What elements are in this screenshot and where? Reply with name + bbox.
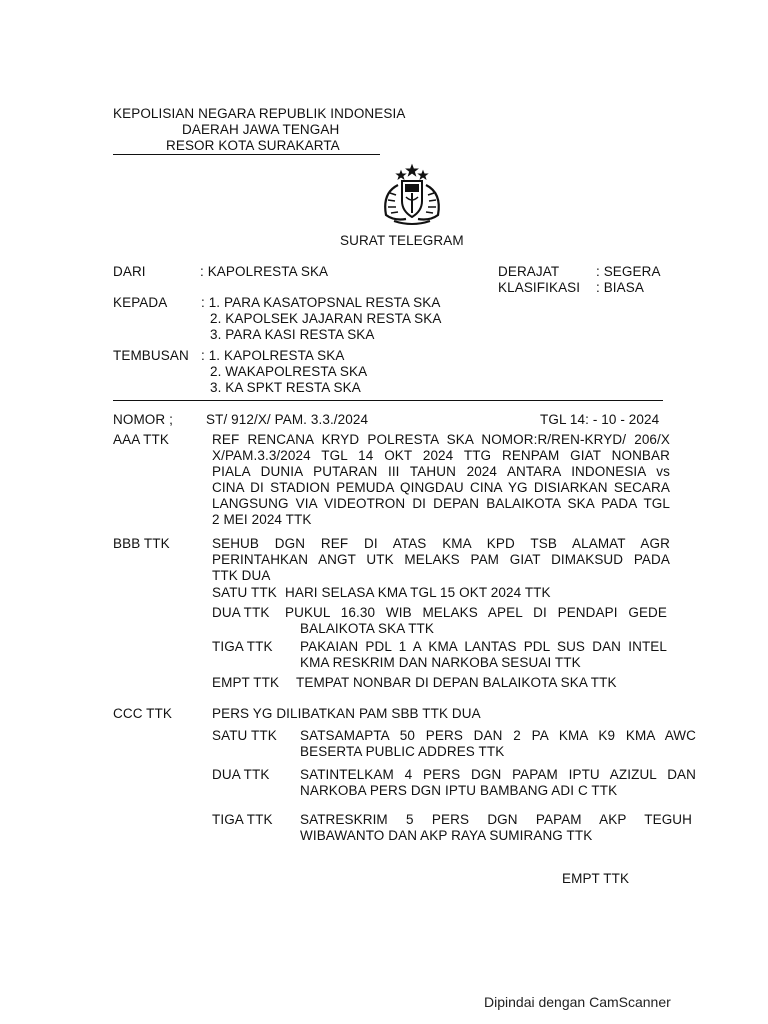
ccc-line: PERS YG DILIBATKAN PAM SBB TTK DUA (212, 706, 481, 721)
aaa-line-5: LANGSUNG VIA VIDEOTRON DI DEPAN BALAIKOTA SKA PADA TGL (212, 496, 670, 511)
aaa-line-1: REF RENCANA KRYD POLRESTA SKA NOMOR:R/REN-KRYD/ 206/X (212, 432, 670, 447)
ccc-item-2-line-1: SATINTELKAM 4 PERS DGN PAPAM IPTU AZIZUL DAN (300, 767, 696, 782)
ccc-item-1-label: SATU TTK (212, 728, 277, 743)
tembusan-item-3: 3. KA SPKT RESTA SKA (210, 380, 361, 395)
aaa-line-2: X/PAM.3.3/2024 TGL 14 OKT 2024 TTG RENPAM GIAT NONBAR (212, 448, 670, 463)
nomor-label: NOMOR ; (113, 412, 173, 427)
derajat-value: : SEGERA (596, 264, 661, 279)
ccc-item-3-label: TIGA TTK (212, 812, 273, 827)
derajat-label: DERAJAT (498, 264, 560, 279)
bbb-item-2-line-1: PUKUL 16.30 WIB MELAKS APEL DI PENDAPI GEDE (285, 605, 667, 620)
closing-text: EMPT TTK (562, 871, 630, 886)
ccc-item-2-line-2: NARKOBA PERS DGN IPTU BAMBANG ADI C TTK (300, 783, 618, 798)
bbb-item-1-line-1: HARI SELASA KMA TGL 15 OKT 2024 TTK (285, 585, 551, 600)
bbb-item-2-line-2: BALAIKOTA SKA TTK (300, 621, 435, 636)
bbb-line-2: PERINTAHKAN ANGT UTK MELAKS PAM GIAT DIMAKSUD PADA (212, 552, 670, 567)
aaa-line-4: CINA DI STADION PEMUDA QINGDAU CINA YG DISIARKAN SECARA (212, 480, 670, 495)
ccc-item-2-label: DUA TTK (212, 767, 270, 782)
aaa-label: AAA TTK (113, 432, 169, 447)
bbb-item-2-label: DUA TTK (212, 605, 270, 620)
bbb-line-1: SEHUB DGN REF DI ATAS KMA KPD TSB ALAMAT AGR (212, 536, 670, 551)
kepada-item-3: 3. PARA KASI RESTA SKA (210, 327, 375, 342)
section-divider (113, 400, 663, 401)
ccc-item-3-line-2: WIBAWANTO DAN AKP RAYA SUMIRANG TTK (300, 828, 593, 843)
dari-value: : KAPOLRESTA SKA (200, 264, 329, 279)
klasifikasi-value: : BIASA (596, 280, 644, 295)
bbb-item-3-line-1: PAKAIAN PDL 1 A KMA LANTAS PDL SUS DAN INTEL (300, 639, 667, 654)
nomor-date: TGL 14: - 10 - 2024 (540, 412, 660, 427)
tembusan-item-2: 2. WAKAPOLRESTA SKA (210, 364, 368, 379)
tembusan-label: TEMBUSAN (113, 348, 189, 363)
document-title: SURAT TELEGRAM (340, 233, 464, 248)
bbb-line-3: TTK DUA (212, 568, 271, 583)
kepada-label: KEPADA (113, 295, 168, 310)
bbb-item-1-label: SATU TTK (212, 585, 277, 600)
ccc-label: CCC TTK (113, 706, 172, 721)
scanner-watermark: Dipindai dengan CamScanner (484, 994, 671, 1010)
kepada-item-1: : 1. PARA KASATOPSNAL RESTA SKA (201, 295, 441, 310)
header-line-3: RESOR KOTA SURAKARTA (166, 138, 340, 153)
bbb-item-4-line-1: TEMPAT NONBAR DI DEPAN BALAIKOTA SKA TTK (296, 675, 617, 690)
aaa-line-6: 2 MEI 2024 TTK (212, 512, 312, 527)
dari-label: DARI (113, 264, 146, 279)
header-line-1: KEPOLISIAN NEGARA REPUBLIK INDONESIA (113, 106, 406, 121)
klasifikasi-label: KLASIFIKASI (498, 280, 581, 295)
header-line-2: DAERAH JAWA TENGAH (182, 122, 340, 137)
bbb-label: BBB TTK (113, 536, 170, 551)
nomor-value: ST/ 912/X/ PAM. 3.3./2024 (206, 412, 369, 427)
bbb-item-3-label: TIGA TTK (212, 639, 273, 654)
aaa-line-3: PIALA DUNIA PUTARAN III TAHUN 2024 ANTARA INDONESIA vs (212, 464, 670, 479)
ccc-item-1-line-2: BESERTA PUBLIC ADDRES TTK (300, 744, 505, 759)
kepada-item-2: 2. KAPOLSEK JAJARAN RESTA SKA (210, 311, 442, 326)
ccc-item-1-line-1: SATSAMAPTA 50 PERS DAN 2 PA KMA K9 KMA AWC (300, 728, 696, 743)
tembusan-item-1: : 1. KAPOLRESTA SKA (201, 348, 345, 363)
header-underline (113, 154, 380, 155)
police-emblem-icon (372, 163, 452, 229)
ccc-item-3-line-1: SATRESKRIM 5 PERS DGN PAPAM AKP TEGUH (300, 812, 692, 827)
bbb-item-4-label: EMPT TTK (212, 675, 280, 690)
bbb-item-3-line-2: KMA RESKRIM DAN NARKOBA SESUAI TTK (300, 655, 581, 670)
